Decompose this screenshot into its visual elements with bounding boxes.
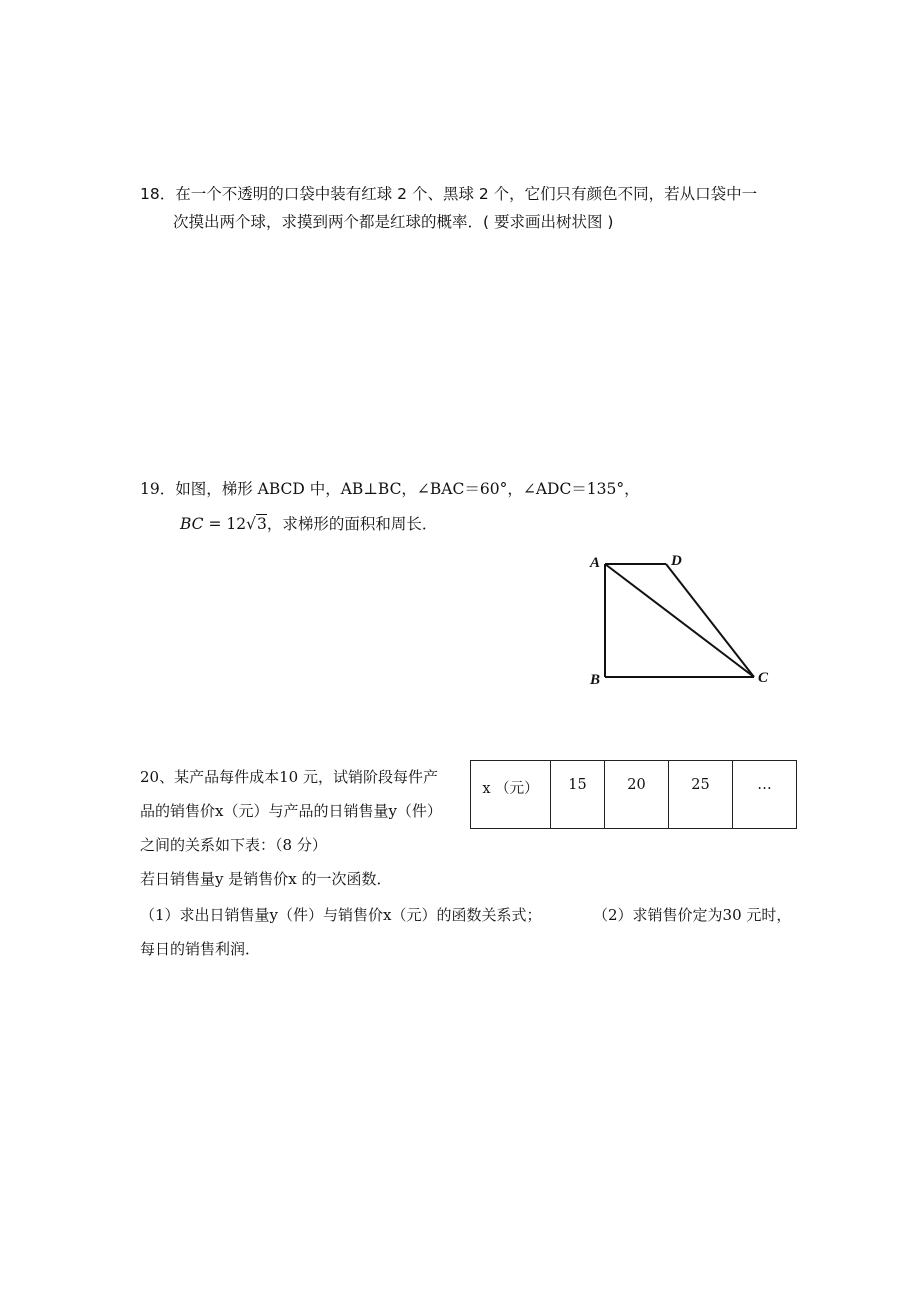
vertex-label-b: B — [590, 672, 601, 688]
trapezoid-figure — [580, 548, 780, 693]
q19-line2 — [180, 512, 437, 534]
bc-label: BC — [180, 515, 204, 533]
q18-line2: 次摸出两个球，求摸到两个都是红球的概率．( 要求画出树状图 ) — [173, 213, 614, 231]
q20-line5: （1）求出日销售量y（件）与销售价x（元）的函数关系式； — [140, 906, 542, 924]
table-row — [471, 761, 797, 829]
table-header-cell: x （元） — [471, 761, 551, 829]
q20-line3: 之间的关系如下表：（8 分） — [140, 836, 327, 854]
q20-line5-part2: （2）求销售价定为30 元时， — [593, 906, 792, 924]
table-cell: 15 — [551, 761, 605, 829]
sqrt-sign: √ — [246, 515, 257, 533]
q19-line1: 19．如图，梯形 ABCD 中，AB⊥BC，∠BAC＝60°，∠ADC＝135°， — [140, 480, 640, 498]
q20-line2: 品的销售价x（元）与产品的日销售量y（件） — [140, 802, 442, 820]
q20-line6: 每日的销售利润． — [140, 940, 261, 958]
sqrt-radicand: 3 — [257, 515, 267, 533]
bc-equals: = 12 — [203, 515, 247, 533]
q18-line1: 18．在一个不透明的口袋中装有红球 2 个、黑球 2 个，它们只有颜色不同，若从口袋中一 — [140, 185, 758, 203]
vertex-label-c: C — [758, 670, 769, 686]
table-cell: 25 — [669, 761, 733, 829]
q19-line2-tail: ，求梯形的面积和周长． — [266, 515, 438, 533]
q20-line4: 若日销售量y 是销售价x 的一次函数． — [140, 870, 392, 888]
table-cell: 20 — [605, 761, 669, 829]
q20-line1: 20、某产品每件成本10 元，试销阶段每件产 — [140, 768, 438, 786]
vertex-label-a: A — [590, 555, 601, 571]
price-table — [470, 760, 797, 829]
table-cell: … — [733, 761, 797, 829]
vertex-label-d: D — [671, 553, 682, 569]
